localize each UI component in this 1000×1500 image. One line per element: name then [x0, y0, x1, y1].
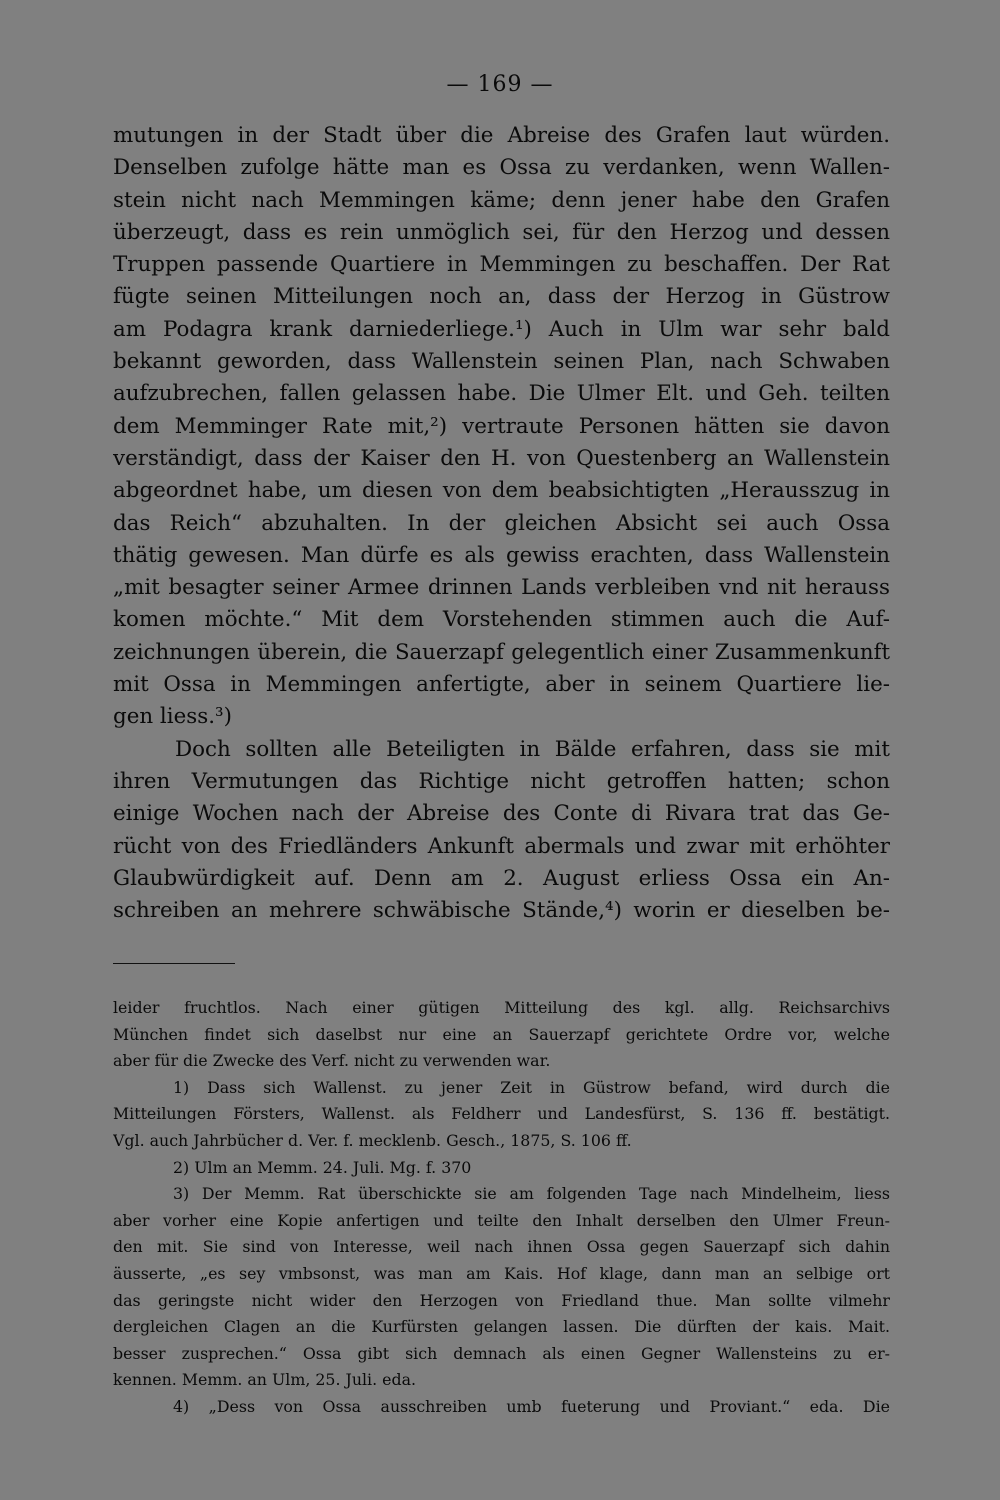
footnote-line: dergleichen Clagen an die Kurfürsten gelangen lassen. Die dürften der kais. Mait. [113, 1317, 890, 1337]
text-line: aufzubrechen, fallen gelassen habe. Die Ulmer Elt. und Geh. teilten [113, 381, 890, 407]
text-line: schreiben an mehrere schwäbische Stände,⁴) worin er dieselben be- [113, 898, 890, 924]
text-line: zeichnungen überein, die Sauerzapf gelegentlich einer Zusammenkunft [113, 639, 890, 665]
text-line: komen möchte.“ Mit dem Vorstehenden stimmen auch die Auf- [113, 607, 890, 633]
text-line: Denselben zufolge hätte man es Ossa zu verdanken, wenn Wallen- [113, 155, 890, 181]
text-line: verständigt, dass der Kaiser den H. von Questenberg an Wallenstein [113, 445, 890, 471]
footnote-line: kennen. Memm. an Ulm, 25. Juli. eda. [113, 1370, 417, 1390]
footnote-line: den mit. Sie sind von Interesse, weil nach ihnen Ossa gegen Sauerzapf sich dahin [113, 1237, 890, 1257]
footnote-line: aber für die Zwecke des Verf. nicht zu verwenden war. [113, 1051, 551, 1071]
footnote-line: aber vorher eine Kopie anfertigen und teilte den Inhalt derselben den Ulmer Freun- [113, 1210, 890, 1230]
text-line: das Reich“ abzuhalten. In der gleichen Absicht sei auch Ossa [113, 510, 890, 536]
footnote-line: 1) Dass sich Wallenst. zu jener Zeit in Güstrow befand, wird durch die [173, 1077, 890, 1097]
footnote-line: Mitteilungen Försters, Wallenst. als Feldherr und Landesfürst, S. 136 ff. bestätigt. [113, 1104, 890, 1124]
footnotes-block [113, 995, 890, 1421]
footnote-line: besser zusprechen.“ Ossa gibt sich demnach als einen Gegner Wallensteins zu er- [113, 1343, 890, 1363]
text-line: Glaubwürdigkeit auf. Denn am 2. August erliess Ossa ein An- [113, 865, 890, 891]
footnote-line: leider fruchtlos. Nach einer gütigen Mitteilung des kgl. allg. Reichsarchivs [113, 998, 890, 1017]
text-line: bekannt geworden, dass Wallenstein seinen Plan, nach Schwaben [113, 349, 890, 375]
text-line: Truppen passende Quartiere in Memmingen zu beschaffen. Der Rat [113, 252, 890, 278]
footnote-line: München findet sich daselbst nur eine an Sauerzapf gerichtete Ordre vor, welche [113, 1024, 890, 1044]
text-line: mutungen in der Stadt über die Abreise des Grafen laut würden. [113, 123, 890, 148]
text-line: einige Wochen nach der Abreise des Conte di Rivara trat das Ge- [113, 801, 890, 827]
text-line: gen liess.³) [113, 704, 232, 730]
footnote-line: 3) Der Memm. Rat überschickte sie am folgenden Tage nach Mindelheim, liess [173, 1184, 890, 1204]
text-line: ihren Vermutungen das Richtige nicht getroffen hatten; schon [113, 768, 890, 794]
text-line: fügte seinen Mitteilungen noch an, dass der Herzog in Güstrow [113, 284, 890, 310]
text-line: am Podagra krank darniederliege.¹) Auch in Ulm war sehr bald [113, 316, 890, 342]
text-line: thätig gewesen. Man dürfe es als gewiss erachten, dass Wallenstein [113, 542, 890, 568]
text-line: abgeordnet habe, um diesen von dem beabsichtigten „Herausszug in [113, 478, 890, 504]
page-number: — 169 — [446, 72, 554, 97]
text-line: rücht von des Friedländers Ankunft abermals und zwar mit erhöhter [113, 833, 890, 859]
footnote-line: 4) „Dess von Ossa ausschreiben umb fueterung und Proviant.“ eda. Die [173, 1396, 890, 1416]
text-line: mit Ossa in Memmingen anfertigte, aber in seinem Quartiere lie- [113, 672, 890, 698]
footnote-line: 2) Ulm an Memm. 24. Juli. Mg. f. 370 [173, 1157, 472, 1177]
text-line: überzeugt, dass es rein unmöglich sei, für den Herzog und dessen [113, 219, 890, 245]
text-line: dem Memminger Rate mit,²) vertraute Personen hätten sie davon [113, 413, 890, 439]
footnote-line: das geringste nicht wider den Herzogen von Friedland thue. Man sollte vilmehr [113, 1290, 890, 1310]
main-text-block [113, 120, 890, 927]
footnote-line: äusserte, „es sey vmbsonst, was man am Kais. Hof klage, dann man an selbige ort [113, 1263, 890, 1283]
text-line: Doch sollten alle Beteiligten in Bälde erfahren, dass sie mit [175, 736, 890, 762]
text-line: „mit besagter seiner Armee drinnen Lands verbleiben vnd nit herauss [113, 575, 890, 601]
footnote-divider [113, 963, 235, 964]
footnote-line: Vgl. auch Jahrbücher d. Ver. f. mecklenb. Gesch., 1875, S. 106 ff. [113, 1130, 632, 1150]
text-line: stein nicht nach Memmingen käme; denn jener habe den Grafen [113, 187, 890, 213]
